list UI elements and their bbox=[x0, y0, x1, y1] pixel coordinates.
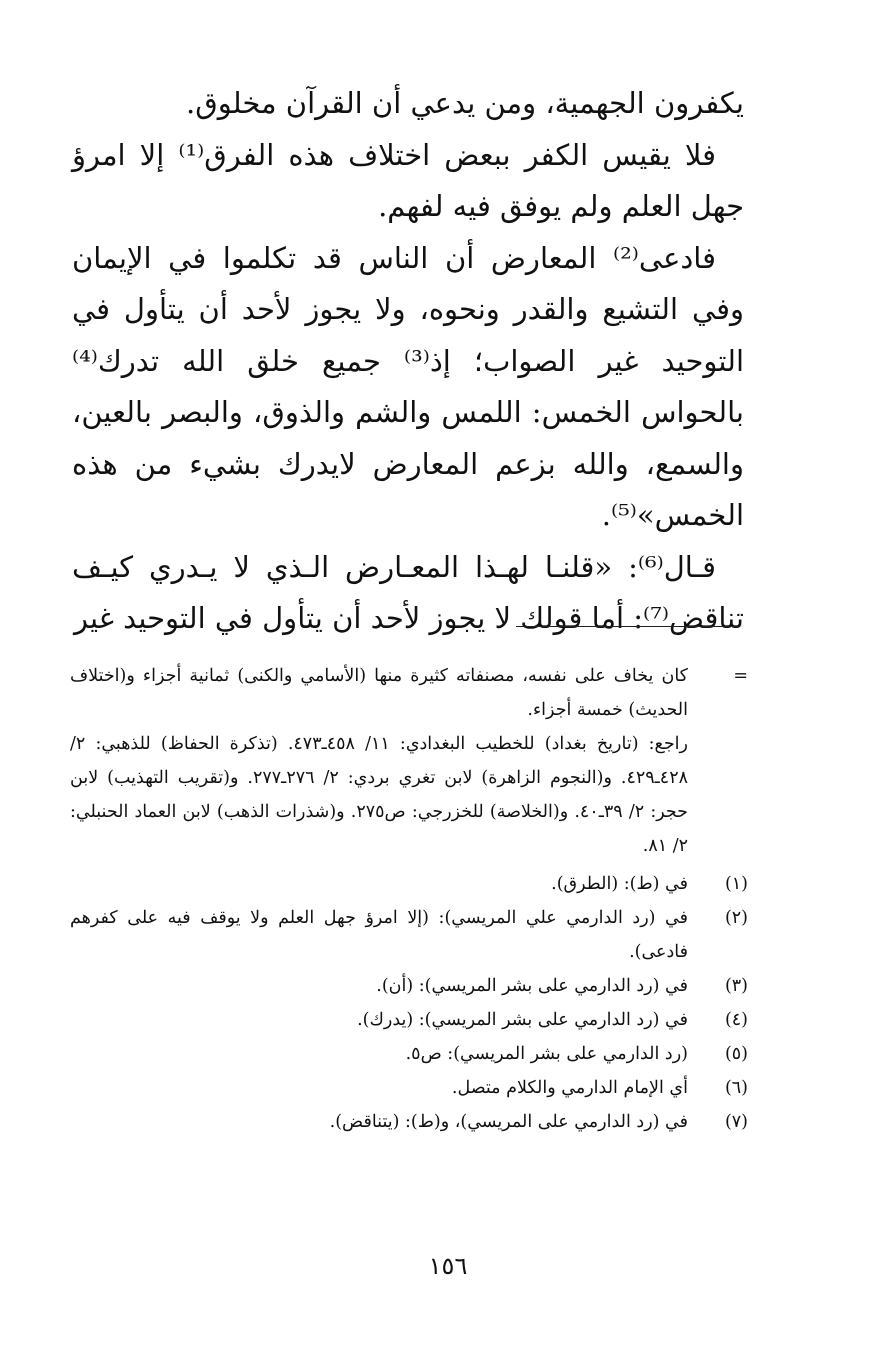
footnote-item bbox=[70, 901, 748, 969]
footnote-item bbox=[70, 867, 748, 901]
continuation-mark: = bbox=[733, 666, 748, 686]
footnote-item bbox=[70, 969, 748, 1003]
footnote-text: (رد الدارمي على بشر المريسي): ص٥. bbox=[405, 1044, 688, 1064]
footnotes-section bbox=[70, 659, 748, 1139]
footnote-continuation-text: راجع: (تاريخ بغداد) للخطيب البغدادي: ١١/ ٤٥٨ـ٤٧٣. (تذكرة الحفاظ) للذهبي: ٢/ ٤٢٨ـ٤٢٩. و(النجوم الزاهرة) لابن تغري بردي: ٢/ ٢٧٦ـ٢٧٧. و(تقريب التهذيب) لابن حجر: ٢/ ٣٩ـ٤٠. و(الخلاصة) للخزرجي: ص٢٧٥. و(شذرات الذهب) لابن العماد الحنبلي: ٢/ ٨١. bbox=[70, 734, 688, 856]
footnote-text: في (رد الدارمي على المريسي)، و(ط): (يتناقض). bbox=[329, 1112, 688, 1132]
footnote-number: (١) bbox=[724, 874, 748, 894]
main-paragraph: قـال⁽⁶⁾: «قلنـا لهـذا المعـارض الـذي لا يـدري كيـف تناقض⁽⁷⁾: أما قولك لا يجوز لأحد أن يتأول في التوحيد غير bbox=[72, 549, 744, 635]
footnote-text: أي الإمام الدارمي والكلام متصل. bbox=[451, 1078, 688, 1098]
footnote-number: (٤) bbox=[724, 1010, 748, 1030]
footnote-item bbox=[70, 1071, 748, 1105]
footnote-continuation bbox=[70, 659, 748, 863]
footnote-text: في (رد الدارمي على بشر المريسي): (أن). bbox=[376, 976, 688, 996]
footnote-number: (٥) bbox=[724, 1044, 748, 1064]
main-paragraph: فلا يقيس الكفر ببعض اختلاف هذه الفرق⁽¹⁾ إلا امرؤ جهل العلم ولم يوفق فيه لفهم. bbox=[72, 137, 744, 223]
footnote-item bbox=[70, 1003, 748, 1037]
main-paragraph: يكفرون الجهمية، ومن يدعي أن القرآن مخلوق. bbox=[186, 86, 744, 120]
footnote-number: (٧) bbox=[724, 1112, 748, 1132]
footnote-number: (٦) bbox=[724, 1078, 748, 1098]
page-number: ١٥٦ bbox=[428, 1252, 468, 1280]
footnote-item bbox=[70, 1105, 748, 1139]
main-text-body bbox=[72, 78, 744, 645]
footnote-text: في (رد الدارمي على بشر المريسي): (يدرك). bbox=[357, 1010, 688, 1030]
footnote-text: في (ط): (الطرق). bbox=[551, 874, 688, 894]
footnote-item bbox=[70, 1037, 748, 1071]
footnote-continuation-text: كان يخاف على نفسه، مصنفاته كثيرة منها (الأسامي والكنى) ثمانية أجزاء و(اختلاف الحديث) خمسة أجزاء. bbox=[70, 666, 688, 720]
footnote-divider bbox=[516, 626, 738, 627]
footnote-text: في (رد الدارمي علي المريسي): (إلا امرؤ جهل العلم ولا يوقف فيه على كفرهم فادعى). bbox=[70, 908, 688, 962]
main-paragraph: فادعى⁽²⁾ المعارض أن الناس قد تكلموا في الإيمان وفي التشيع والقدر ونحوه، ولا يجوز لأحد أن يتأول في التوحيد غير الصواب؛ إذ⁽³⁾ جميع خلق الله تدرك⁽⁴⁾ بالحواس الخمس: اللمس والشم والذوق، والبصر بالعين، والسمع، والله بزعم المعارض لايدرك بشيء من هذه الخمس»⁽⁵⁾. bbox=[72, 240, 744, 532]
footnote-number: (٢) bbox=[724, 908, 748, 928]
footnote-number: (٣) bbox=[724, 976, 748, 996]
